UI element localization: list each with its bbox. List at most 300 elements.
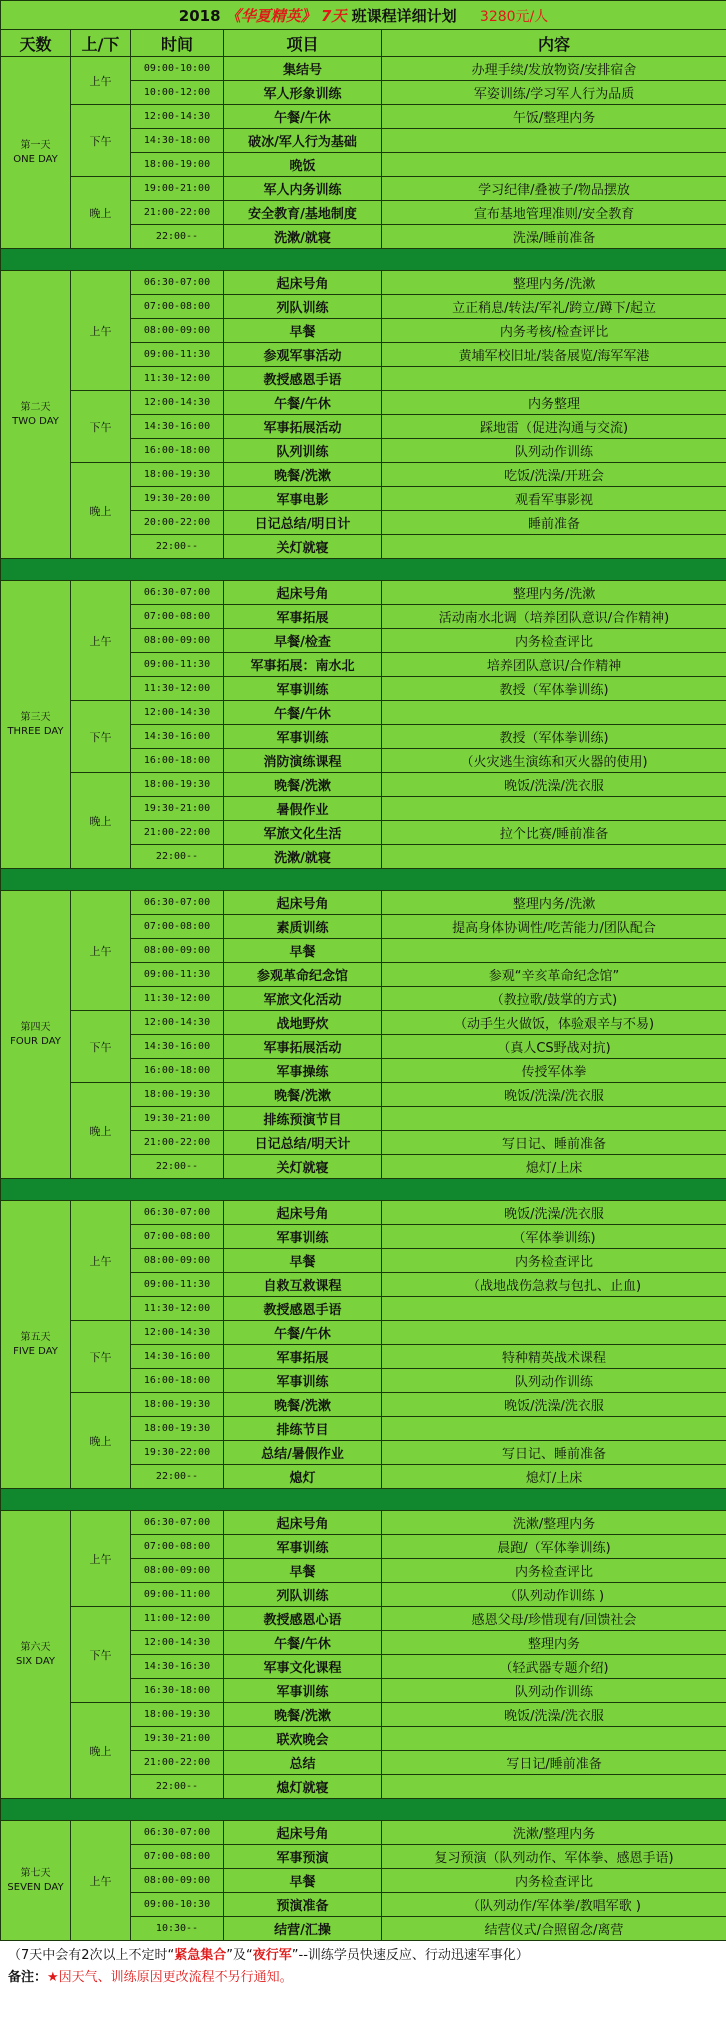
content-cell — [382, 845, 726, 869]
header-time: 时间 — [131, 30, 224, 57]
day-en: FOUR DAY — [10, 1035, 61, 1047]
header-row — [1, 30, 726, 57]
time-cell: 16:00-18:00 — [131, 1059, 224, 1083]
schedule-row — [1, 1821, 726, 1845]
item-cell: 军事文化课程 — [224, 1655, 382, 1679]
time-cell: 07:00-08:00 — [131, 1845, 224, 1869]
period-label: 上午 — [71, 581, 131, 701]
separator-bar — [1, 869, 726, 891]
content-cell: 教授（军体拳训练) — [382, 725, 726, 749]
item-cell: 安全教育/基地制度 — [224, 201, 382, 225]
time-cell: 12:00-14:30 — [131, 105, 224, 129]
item-cell: 午餐/午休 — [224, 701, 382, 725]
time-cell: 12:00-14:30 — [131, 1011, 224, 1035]
item-cell: 起床号角 — [224, 581, 382, 605]
schedule-row — [1, 105, 726, 129]
time-cell: 09:00-11:30 — [131, 653, 224, 677]
time-cell: 08:00-09:00 — [131, 1559, 224, 1583]
item-cell: 列队训练 — [224, 1583, 382, 1607]
time-cell: 08:00-09:00 — [131, 1869, 224, 1893]
note-line-1 — [8, 1945, 718, 1967]
item-cell: 军旅文化活动 — [224, 987, 382, 1011]
content-cell: （队列动作/军体拳/教唱军歌 ) — [382, 1893, 726, 1917]
content-cell: 结营仪式/合照留念/离营 — [382, 1917, 726, 1941]
item-cell: 关灯就寝 — [224, 1155, 382, 1179]
time-cell: 12:00-14:30 — [131, 1321, 224, 1345]
schedule-row — [1, 1511, 726, 1535]
day-label — [1, 1511, 71, 1799]
time-cell: 06:30-07:00 — [131, 271, 224, 295]
day-label — [1, 891, 71, 1179]
time-cell: 11:30-12:00 — [131, 1297, 224, 1321]
schedule-row — [1, 1393, 726, 1417]
item-cell: 教授感恩手语 — [224, 1297, 382, 1321]
item-cell: 参观革命纪念馆 — [224, 963, 382, 987]
time-cell: 14:30-18:00 — [131, 129, 224, 153]
content-cell — [382, 1107, 726, 1131]
time-cell: 22:00-- — [131, 225, 224, 249]
separator-bar — [1, 1489, 726, 1511]
time-cell: 07:00-08:00 — [131, 605, 224, 629]
time-cell: 08:00-09:00 — [131, 319, 224, 343]
item-cell: 队列训练 — [224, 439, 382, 463]
item-cell: 早餐 — [224, 939, 382, 963]
day-cn: 第七天 — [20, 1867, 51, 1879]
time-cell: 12:00-14:30 — [131, 391, 224, 415]
content-cell: 午饭/整理内务 — [382, 105, 726, 129]
content-cell: 特种精英战术课程 — [382, 1345, 726, 1369]
day-en: SEVEN DAY — [7, 1881, 64, 1893]
period-label: 晚上 — [71, 773, 131, 869]
time-cell: 14:30-16:00 — [131, 1345, 224, 1369]
day-en: FIVE DAY — [13, 1345, 58, 1357]
content-cell: （教拉歌/鼓掌的方式) — [382, 987, 726, 1011]
content-cell: 写日记、睡前准备 — [382, 1441, 726, 1465]
content-cell: 内务检查评比 — [382, 1869, 726, 1893]
time-cell: 08:00-09:00 — [131, 629, 224, 653]
title-program: 《华夏精英》 — [225, 6, 316, 25]
item-cell: 教授感恩手语 — [224, 367, 382, 391]
time-cell: 16:30-18:00 — [131, 1679, 224, 1703]
time-cell: 16:00-18:00 — [131, 439, 224, 463]
item-cell: 日记总结/明天计 — [224, 1131, 382, 1155]
content-cell: 队列动作训练 — [382, 1369, 726, 1393]
item-cell: 午餐/午休 — [224, 1631, 382, 1655]
item-cell: 军旅文化生活 — [224, 821, 382, 845]
time-cell: 19:30-21:00 — [131, 797, 224, 821]
header-period: 上/下 — [71, 30, 131, 57]
day-cn: 第二天 — [20, 401, 51, 413]
time-cell: 07:00-08:00 — [131, 1225, 224, 1249]
schedule-row — [1, 1011, 726, 1035]
page-title — [1, 1, 726, 30]
period-label: 上午 — [71, 1821, 131, 1941]
content-cell: （轻武器专题介绍) — [382, 1655, 726, 1679]
day-label — [1, 1821, 71, 1941]
content-cell: 写日记、睡前准备 — [382, 1131, 726, 1155]
separator-bar — [1, 1179, 726, 1201]
content-cell: 活动南水北调（培养团队意识/合作精神) — [382, 605, 726, 629]
item-cell: 军事训练 — [224, 1225, 382, 1249]
content-cell: （队列动作训练 ) — [382, 1583, 726, 1607]
content-cell: 宣布基地管理准则/安全教育 — [382, 201, 726, 225]
time-cell: 06:30-07:00 — [131, 1201, 224, 1225]
item-cell: 起床号角 — [224, 271, 382, 295]
content-cell: 整理内务 — [382, 1631, 726, 1655]
note-label: 备注： — [8, 1970, 48, 1985]
day-cn: 第六天 — [20, 1641, 51, 1653]
note-night-march: 夜行军 — [252, 1948, 292, 1963]
time-cell: 06:30-07:00 — [131, 1511, 224, 1535]
time-cell: 09:00-11:30 — [131, 963, 224, 987]
header-day: 天数 — [1, 30, 71, 57]
separator-bar — [1, 559, 726, 581]
item-cell: 洗漱/就寝 — [224, 225, 382, 249]
item-cell: 总结/暑假作业 — [224, 1441, 382, 1465]
item-cell: 自救互救课程 — [224, 1273, 382, 1297]
item-cell: 午餐/午休 — [224, 391, 382, 415]
period-label: 下午 — [71, 1011, 131, 1083]
period-label: 上午 — [71, 1201, 131, 1321]
content-cell — [382, 129, 726, 153]
item-cell: 晚餐/洗漱 — [224, 1083, 382, 1107]
item-cell: 军人形象训练 — [224, 81, 382, 105]
schedule-row — [1, 271, 726, 295]
time-cell: 16:00-18:00 — [131, 1369, 224, 1393]
item-cell: 军事训练 — [224, 1535, 382, 1559]
item-cell: 早餐 — [224, 1869, 382, 1893]
time-cell: 14:30-16:00 — [131, 415, 224, 439]
time-cell: 14:30-16:00 — [131, 725, 224, 749]
item-cell: 晚餐/洗漱 — [224, 773, 382, 797]
item-cell: 起床号角 — [224, 1201, 382, 1225]
content-cell: （军体拳训练) — [382, 1225, 726, 1249]
schedule-row — [1, 57, 726, 81]
period-label: 下午 — [71, 701, 131, 773]
item-cell: 军事拓展 — [224, 1345, 382, 1369]
content-cell: 内务整理 — [382, 391, 726, 415]
time-cell: 19:00-21:00 — [131, 177, 224, 201]
note-1a: （7天中会有2次以上不定时“ — [8, 1948, 175, 1963]
schedule-row — [1, 1607, 726, 1631]
time-cell: 18:00-19:30 — [131, 1417, 224, 1441]
time-cell: 11:30-12:00 — [131, 367, 224, 391]
content-cell — [382, 1321, 726, 1345]
time-cell: 20:00-22:00 — [131, 511, 224, 535]
item-cell: 结营/汇操 — [224, 1917, 382, 1941]
time-cell: 06:30-07:00 — [131, 581, 224, 605]
note-1c: ”及“ — [226, 1948, 253, 1963]
schedule-row — [1, 1321, 726, 1345]
item-cell: 晚餐/洗漱 — [224, 463, 382, 487]
title-price: 3280元/人 — [479, 8, 549, 25]
time-cell: 18:00-19:00 — [131, 153, 224, 177]
item-cell: 午餐/午休 — [224, 1321, 382, 1345]
content-cell — [382, 939, 726, 963]
time-cell: 18:00-19:30 — [131, 1083, 224, 1107]
period-label: 上午 — [71, 1511, 131, 1607]
content-cell: 参观“辛亥革命纪念馆” — [382, 963, 726, 987]
content-cell — [382, 701, 726, 725]
time-cell: 11:30-12:00 — [131, 987, 224, 1011]
time-cell: 19:30-20:00 — [131, 487, 224, 511]
content-cell — [382, 1297, 726, 1321]
time-cell: 21:00-22:00 — [131, 1131, 224, 1155]
time-cell: 09:00-11:00 — [131, 1583, 224, 1607]
content-cell — [382, 1727, 726, 1751]
title-year: 2018 — [178, 6, 221, 25]
content-cell: 办理手续/发放物资/安排宿舍 — [382, 57, 726, 81]
title-rest: 班课程详细计划 — [351, 6, 457, 25]
item-cell: 破冰/军人行为基础 — [224, 129, 382, 153]
content-cell: 整理内务/洗漱 — [382, 891, 726, 915]
content-cell: 睡前准备 — [382, 511, 726, 535]
time-cell: 19:30-21:00 — [131, 1727, 224, 1751]
content-cell: 整理内务/洗漱 — [382, 271, 726, 295]
item-cell: 参观军事活动 — [224, 343, 382, 367]
time-cell: 11:30-12:00 — [131, 677, 224, 701]
day-label — [1, 271, 71, 559]
content-cell: 熄灯/上床 — [382, 1155, 726, 1179]
content-cell: 传授军体拳 — [382, 1059, 726, 1083]
content-cell: 晨跑/（军体拳训练) — [382, 1535, 726, 1559]
content-cell: 军姿训练/学习军人行为品质 — [382, 81, 726, 105]
time-cell: 21:00-22:00 — [131, 821, 224, 845]
item-cell: 早餐/检查 — [224, 629, 382, 653]
item-cell: 列队训练 — [224, 295, 382, 319]
period-label: 晚上 — [71, 1083, 131, 1179]
content-cell: 晚饭/洗澡/洗衣服 — [382, 1201, 726, 1225]
time-cell: 22:00-- — [131, 1465, 224, 1489]
content-cell: （动手生火做饭，体验艰辛与不易) — [382, 1011, 726, 1035]
content-cell: 洗漱/整理内务 — [382, 1821, 726, 1845]
schedule-row — [1, 891, 726, 915]
notes-section — [0, 1941, 726, 1993]
time-cell: 06:30-07:00 — [131, 1821, 224, 1845]
content-cell — [382, 1417, 726, 1441]
item-cell: 军事拓展活动 — [224, 1035, 382, 1059]
content-cell: 整理内务/洗漱 — [382, 581, 726, 605]
title-row — [1, 1, 726, 30]
time-cell: 19:30-21:00 — [131, 1107, 224, 1131]
day-cn: 第四天 — [20, 1021, 51, 1033]
day-separator — [1, 1489, 726, 1511]
day-separator — [1, 1799, 726, 1821]
item-cell: 军事训练 — [224, 1679, 382, 1703]
item-cell: 关灯就寝 — [224, 535, 382, 559]
item-cell: 日记总结/明日计 — [224, 511, 382, 535]
period-label: 晚上 — [71, 1393, 131, 1489]
time-cell: 12:00-14:30 — [131, 701, 224, 725]
content-cell: （战地战伤急救与包扎、止血) — [382, 1273, 726, 1297]
content-cell: 内务考核/检查评比 — [382, 319, 726, 343]
time-cell: 09:00-10:00 — [131, 57, 224, 81]
content-cell — [382, 153, 726, 177]
content-cell — [382, 1775, 726, 1799]
content-cell — [382, 797, 726, 821]
time-cell: 21:00-22:00 — [131, 1751, 224, 1775]
day-label — [1, 581, 71, 869]
item-cell: 军事训练 — [224, 677, 382, 701]
time-cell: 18:00-19:30 — [131, 1393, 224, 1417]
item-cell: 消防演练课程 — [224, 749, 382, 773]
content-cell: 晚饭/洗澡/洗衣服 — [382, 1393, 726, 1417]
item-cell: 晚饭 — [224, 153, 382, 177]
time-cell: 10:30-- — [131, 1917, 224, 1941]
time-cell: 08:00-09:00 — [131, 939, 224, 963]
item-cell: 军事拓展 — [224, 605, 382, 629]
item-cell: 午餐/午休 — [224, 105, 382, 129]
time-cell: 22:00-- — [131, 535, 224, 559]
item-cell: 排练预演节目 — [224, 1107, 382, 1131]
day-en: TWO DAY — [12, 415, 59, 427]
separator-bar — [1, 249, 726, 271]
day-en: ONE DAY — [13, 153, 58, 165]
period-label: 上午 — [71, 891, 131, 1011]
content-cell: 队列动作训练 — [382, 439, 726, 463]
item-cell: 军事拓展活动 — [224, 415, 382, 439]
time-cell: 18:00-19:30 — [131, 463, 224, 487]
time-cell: 16:00-18:00 — [131, 749, 224, 773]
period-label: 下午 — [71, 391, 131, 463]
content-cell: 拉个比赛/睡前准备 — [382, 821, 726, 845]
time-cell: 09:00-11:30 — [131, 1273, 224, 1297]
item-cell: 集结号 — [224, 57, 382, 81]
item-cell: 晚餐/洗漱 — [224, 1703, 382, 1727]
schedule-row — [1, 463, 726, 487]
period-label: 下午 — [71, 1607, 131, 1703]
item-cell: 素质训练 — [224, 915, 382, 939]
time-cell: 14:30-16:30 — [131, 1655, 224, 1679]
item-cell: 早餐 — [224, 319, 382, 343]
content-cell: 晚饭/洗澡/洗衣服 — [382, 1083, 726, 1107]
item-cell: 军人内务训练 — [224, 177, 382, 201]
schedule-row — [1, 773, 726, 797]
content-cell: 观看军事影视 — [382, 487, 726, 511]
item-cell: 起床号角 — [224, 1511, 382, 1535]
content-cell: 提高身体协调性/吃苦能力/团队配合 — [382, 915, 726, 939]
item-cell: 总结 — [224, 1751, 382, 1775]
time-cell: 07:00-08:00 — [131, 295, 224, 319]
schedule-row — [1, 1083, 726, 1107]
content-cell: 踩地雷（促进沟通与交流) — [382, 415, 726, 439]
time-cell: 18:00-19:30 — [131, 773, 224, 797]
time-cell: 09:00-11:30 — [131, 343, 224, 367]
note-emergency: 紧急集合 — [174, 1948, 227, 1963]
item-cell: 晚餐/洗漱 — [224, 1393, 382, 1417]
content-cell: 教授（军体拳训练) — [382, 677, 726, 701]
period-label: 晚上 — [71, 463, 131, 559]
note-text: ★因天气、训练原因更改流程不另行通知。 — [47, 1970, 293, 1985]
period-label: 晚上 — [71, 1703, 131, 1799]
content-cell: 晚饭/洗澡/洗衣服 — [382, 1703, 726, 1727]
time-cell: 06:30-07:00 — [131, 891, 224, 915]
item-cell: 军事电影 — [224, 487, 382, 511]
item-cell: 熄灯就寝 — [224, 1775, 382, 1799]
content-cell: 吃饭/洗澡/开班会 — [382, 463, 726, 487]
day-separator — [1, 559, 726, 581]
schedule-row — [1, 391, 726, 415]
time-cell: 22:00-- — [131, 845, 224, 869]
day-cn: 第三天 — [20, 711, 51, 723]
schedule-row — [1, 1703, 726, 1727]
time-cell: 14:30-16:00 — [131, 1035, 224, 1059]
content-cell: 学习纪律/叠被子/物品摆放 — [382, 177, 726, 201]
item-cell: 排练节目 — [224, 1417, 382, 1441]
content-cell: 复习预演（队列动作、军体拳、感恩手语) — [382, 1845, 726, 1869]
item-cell: 教授感恩心语 — [224, 1607, 382, 1631]
item-cell: 军事预演 — [224, 1845, 382, 1869]
content-cell: 内务检查评比 — [382, 1249, 726, 1273]
content-cell: 洗漱/整理内务 — [382, 1511, 726, 1535]
day-cn: 第一天 — [20, 139, 51, 151]
note-line-2 — [8, 1967, 718, 1989]
period-label: 下午 — [71, 105, 131, 177]
content-cell: 感恩父母/珍惜现有/回馈社会 — [382, 1607, 726, 1631]
time-cell: 12:00-14:30 — [131, 1631, 224, 1655]
schedule-row — [1, 581, 726, 605]
note-1e: ”--训练学员快速反应、行动迅速军事化） — [291, 1948, 529, 1963]
content-cell: 黄埔军校旧址/装备展览/海军军港 — [382, 343, 726, 367]
item-cell: 早餐 — [224, 1249, 382, 1273]
content-cell: 写日记/睡前准备 — [382, 1751, 726, 1775]
day-separator — [1, 1179, 726, 1201]
content-cell: 队列动作训练 — [382, 1679, 726, 1703]
time-cell: 11:00-12:00 — [131, 1607, 224, 1631]
schedule-row — [1, 1201, 726, 1225]
content-cell: （火灾逃生演练和灭火器的使用) — [382, 749, 726, 773]
title-days: 7天 — [321, 6, 347, 25]
content-cell: 晚饭/洗澡/洗衣服 — [382, 773, 726, 797]
item-cell: 军事训练 — [224, 1369, 382, 1393]
day-label — [1, 1201, 71, 1489]
day-label — [1, 57, 71, 249]
content-cell: 立正稍息/转法/军礼/跨立/蹲下/起立 — [382, 295, 726, 319]
item-cell: 早餐 — [224, 1559, 382, 1583]
item-cell: 暑假作业 — [224, 797, 382, 821]
schedule-row — [1, 701, 726, 725]
day-en: SIX DAY — [15, 1655, 56, 1667]
time-cell: 19:30-22:00 — [131, 1441, 224, 1465]
content-cell — [382, 367, 726, 391]
time-cell: 07:00-08:00 — [131, 1535, 224, 1559]
header-item: 项目 — [224, 30, 382, 57]
day-separator — [1, 249, 726, 271]
schedule-row — [1, 177, 726, 201]
item-cell: 起床号角 — [224, 1821, 382, 1845]
period-label: 下午 — [71, 1321, 131, 1393]
content-cell — [382, 535, 726, 559]
schedule-body — [1, 1, 726, 1941]
time-cell: 08:00-09:00 — [131, 1249, 224, 1273]
time-cell: 10:00-12:00 — [131, 81, 224, 105]
day-cn: 第五天 — [20, 1331, 51, 1343]
separator-bar — [1, 1799, 726, 1821]
time-cell: 21:00-22:00 — [131, 201, 224, 225]
item-cell: 预演准备 — [224, 1893, 382, 1917]
period-label: 晚上 — [71, 177, 131, 249]
period-label: 上午 — [71, 271, 131, 391]
content-cell: 内务检查评比 — [382, 629, 726, 653]
period-label: 上午 — [71, 57, 131, 105]
day-separator — [1, 869, 726, 891]
time-cell: 22:00-- — [131, 1775, 224, 1799]
item-cell: 战地野炊 — [224, 1011, 382, 1035]
time-cell: 22:00-- — [131, 1155, 224, 1179]
item-cell: 军事操练 — [224, 1059, 382, 1083]
content-cell: 内务检查评比 — [382, 1559, 726, 1583]
time-cell: 18:00-19:30 — [131, 1703, 224, 1727]
